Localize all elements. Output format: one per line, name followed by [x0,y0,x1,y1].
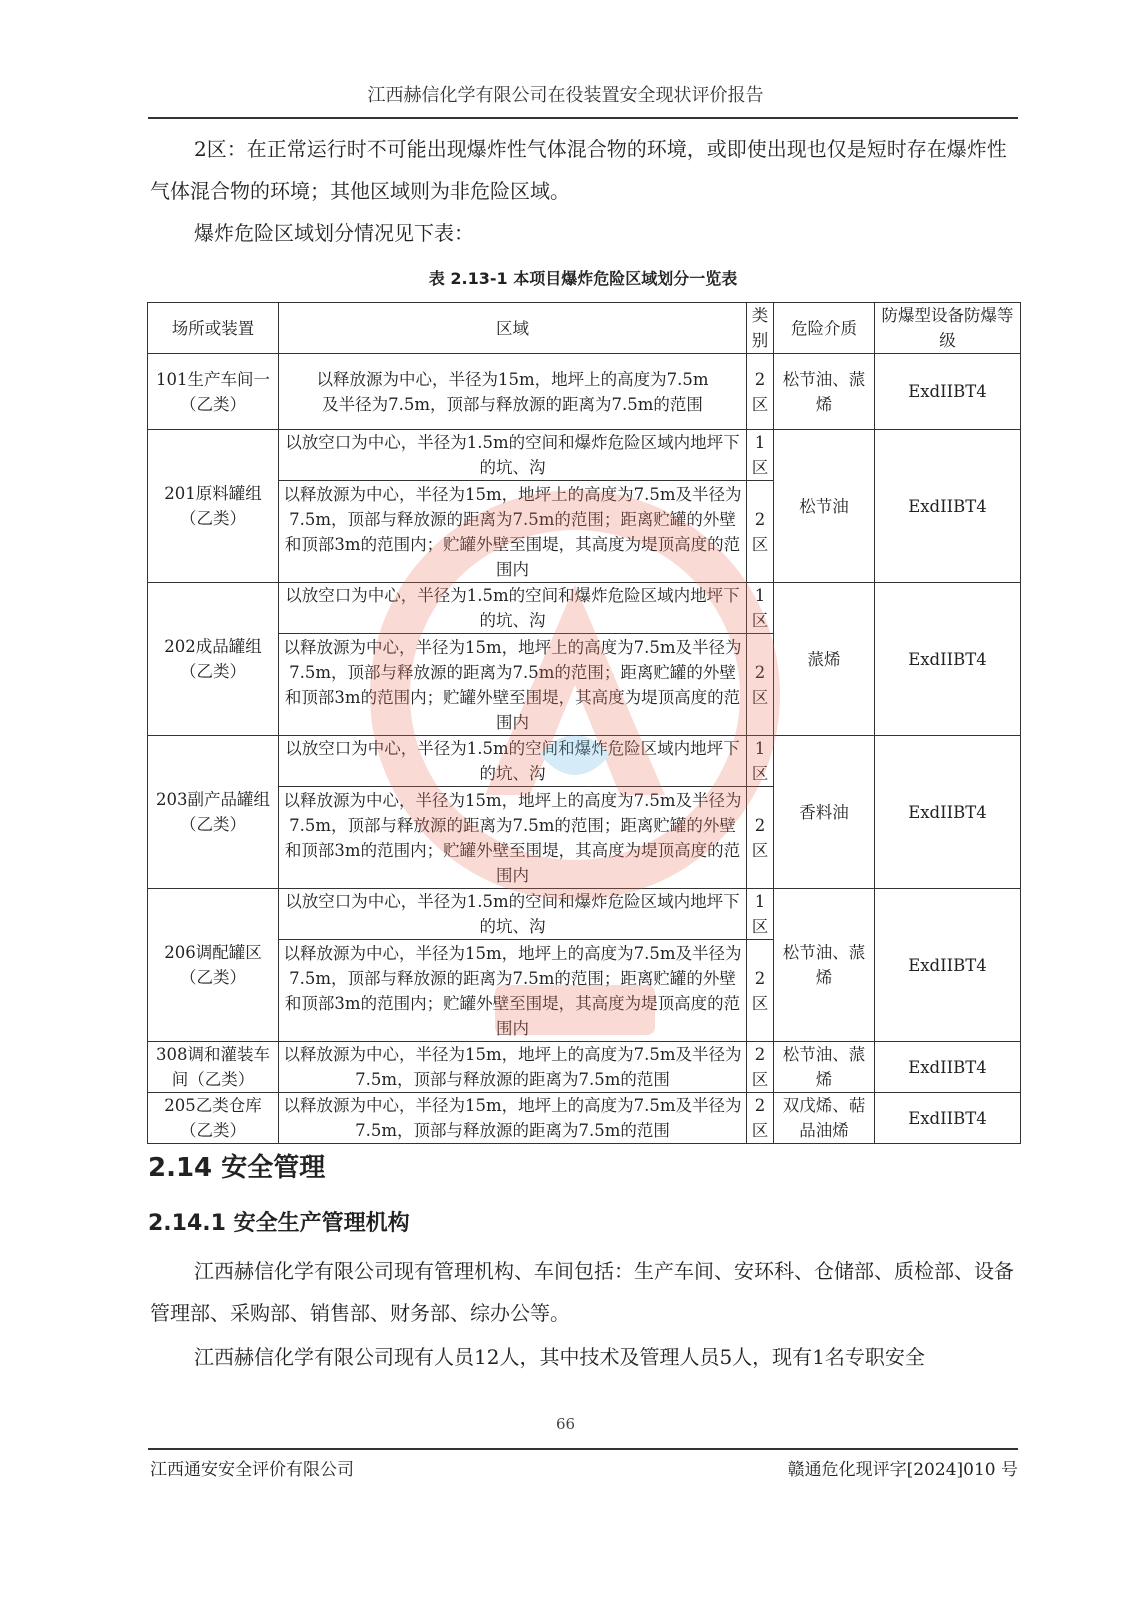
cell-medium: 蒎烯 [774,583,875,736]
cell-zone: 以释放源为中心，半径为15m，地坪上的高度为7.5m及半径为7.5m，顶部与释放源的距离为7.5m的范围；距离贮罐的外壁和顶部3m的范围内；贮罐外壁至围堤，其高度为堤顶高度的范围内 [279,940,747,1042]
header-medium: 危险介质 [774,303,875,354]
table-row [148,736,1021,787]
cell-category: 1区 [747,889,774,940]
cell-zone: 以释放源为中心，半径为15m，地坪上的高度为7.5m及半径为7.5m，顶部与释放源的距离为7.5m的范围；距离贮罐的外壁和顶部3m的范围内；贮罐外壁至围堤，其高度为堤顶高度的范围内 [279,481,747,583]
cell-zone: 以放空口为中心，半径为1.5m的空间和爆炸危险区域内地坪下的坑、沟 [279,889,747,940]
cell-category: 2区 [747,354,774,430]
table-row [148,430,1021,481]
cell-grade: ExdIIBT4 [875,354,1021,430]
header-title: 江西赫信化学有限公司在役装置安全现状评价报告 [367,85,764,106]
cell-site: 202成品罐组（乙类） [148,583,279,736]
cell-medium: 香料油 [774,736,875,889]
cell-zone: 以释放源为中心，半径为15m，地坪上的高度为7.5m及半径为7.5m，顶部与释放源的距离为7.5m的范围 [279,1042,747,1093]
cell-medium: 松节油、蒎烯 [774,889,875,1042]
cell-medium: 松节油、蒎烯 [774,354,875,430]
cell-grade: ExdIIBT4 [875,1042,1021,1093]
footer-doc-number: 赣通危化现评字[2024]010 号 [787,1460,1018,1480]
table-caption: 表 2.13-1 本项目爆炸危险区域划分一览表 [428,269,738,288]
cell-grade: ExdIIBT4 [875,889,1021,1042]
cell-site: 206调配罐区（乙类） [148,889,279,1042]
cell-category: 2区 [747,634,774,736]
footer-company: 江西通安安全评价有限公司 [150,1460,354,1480]
cell-medium: 双戊烯、萜品油烯 [774,1093,875,1144]
table-row [148,1093,1021,1144]
table-header-row [148,303,1021,354]
cell-zone: 以释放源为中心，半径为15m，地坪上的高度为7.5m及半径为7.5m，顶部与释放源的距离为7.5m的范围；距离贮罐的外壁和顶部3m的范围内；贮罐外壁至围堤，其高度为堤顶高度的范围内 [279,634,747,736]
cell-category: 2区 [747,481,774,583]
header-category: 类别 [747,303,774,354]
cell-category: 1区 [747,736,774,787]
cell-grade: ExdIIBT4 [875,1093,1021,1144]
subsection-heading: 2.14.1 安全生产管理机构 [148,1211,410,1236]
table-row [148,354,1021,430]
cell-site: 308调和灌装车间（乙类） [148,1042,279,1093]
cell-category: 2区 [747,1093,774,1144]
cell-zone: 以释放源为中心，半径为15m，地坪上的高度为7.5m及半径为7.5m，顶部与释放源的距离为7.5m的范围；距离贮罐的外壁和顶部3m的范围内；贮罐外壁至围堤，其高度为堤顶高度的范围内 [279,787,747,889]
cell-site: 101生产车间一（乙类） [148,354,279,430]
cell-category: 1区 [747,430,774,481]
cell-zone: 以放空口为中心，半径为1.5m的空间和爆炸危险区域内地坪下的坑、沟 [279,583,747,634]
section-paragraph-2: 江西赫信化学有限公司现有人员12人，其中技术及管理人员5人，现有1名专职安全 [194,1345,925,1369]
footer-rule [148,1448,1018,1450]
cell-medium: 松节油、蒎烯 [774,1042,875,1093]
intro-paragraph-2: 爆炸危险区域划分情况见下表： [194,221,474,245]
cell-grade: ExdIIBT4 [875,736,1021,889]
cell-category: 2区 [747,787,774,889]
cell-category: 2区 [747,940,774,1042]
cell-category: 2区 [747,1042,774,1093]
header-grade: 防爆型设备防爆等级 [875,303,1021,354]
cell-category: 1区 [747,583,774,634]
header-site: 场所或装置 [148,303,279,354]
table-row [148,889,1021,940]
cell-zone: 以放空口为中心，半径为1.5m的空间和爆炸危险区域内地坪下的坑、沟 [279,736,747,787]
header-rule [148,117,1018,119]
cell-grade: ExdIIBT4 [875,583,1021,736]
header-zone: 区域 [279,303,747,354]
table-row [148,1042,1021,1093]
section-heading: 2.14 安全管理 [148,1153,326,1183]
page-number: 66 [555,1415,576,1433]
cell-site: 203副产品罐组（乙类） [148,736,279,889]
section-paragraph-1: 江西赫信化学有限公司现有管理机构、车间包括：生产车间、安环科、仓储部、质检部、设备管理部、采购部、销售部、财务部、综办公等。 [150,1259,1014,1325]
cell-site: 201原料罐组（乙类） [148,430,279,583]
cell-zone: 以释放源为中心，半径为15m，地坪上的高度为7.5m及半径为7.5m，顶部与释放源的距离为7.5m的范围 [279,1093,747,1144]
cell-zone: 以放空口为中心，半径为1.5m的空间和爆炸危险区域内地坪下的坑、沟 [279,430,747,481]
cell-zone: 以释放源为中心，半径为15m，地坪上的高度为7.5m及半径为7.5m，顶部与释放源的距离为7.5m的范围 [279,354,747,430]
cell-site: 205乙类仓库（乙类） [148,1093,279,1144]
table-row [148,583,1021,634]
hazard-zone-table [147,302,1021,1144]
cell-grade: ExdIIBT4 [875,430,1021,583]
cell-medium: 松节油 [774,430,875,583]
intro-paragraph-1: 2区：在正常运行时不可能出现爆炸性气体混合物的环境，或即使出现也仅是短时存在爆炸性气体混合物的环境；其他区域则为非危险区域。 [150,137,1007,203]
